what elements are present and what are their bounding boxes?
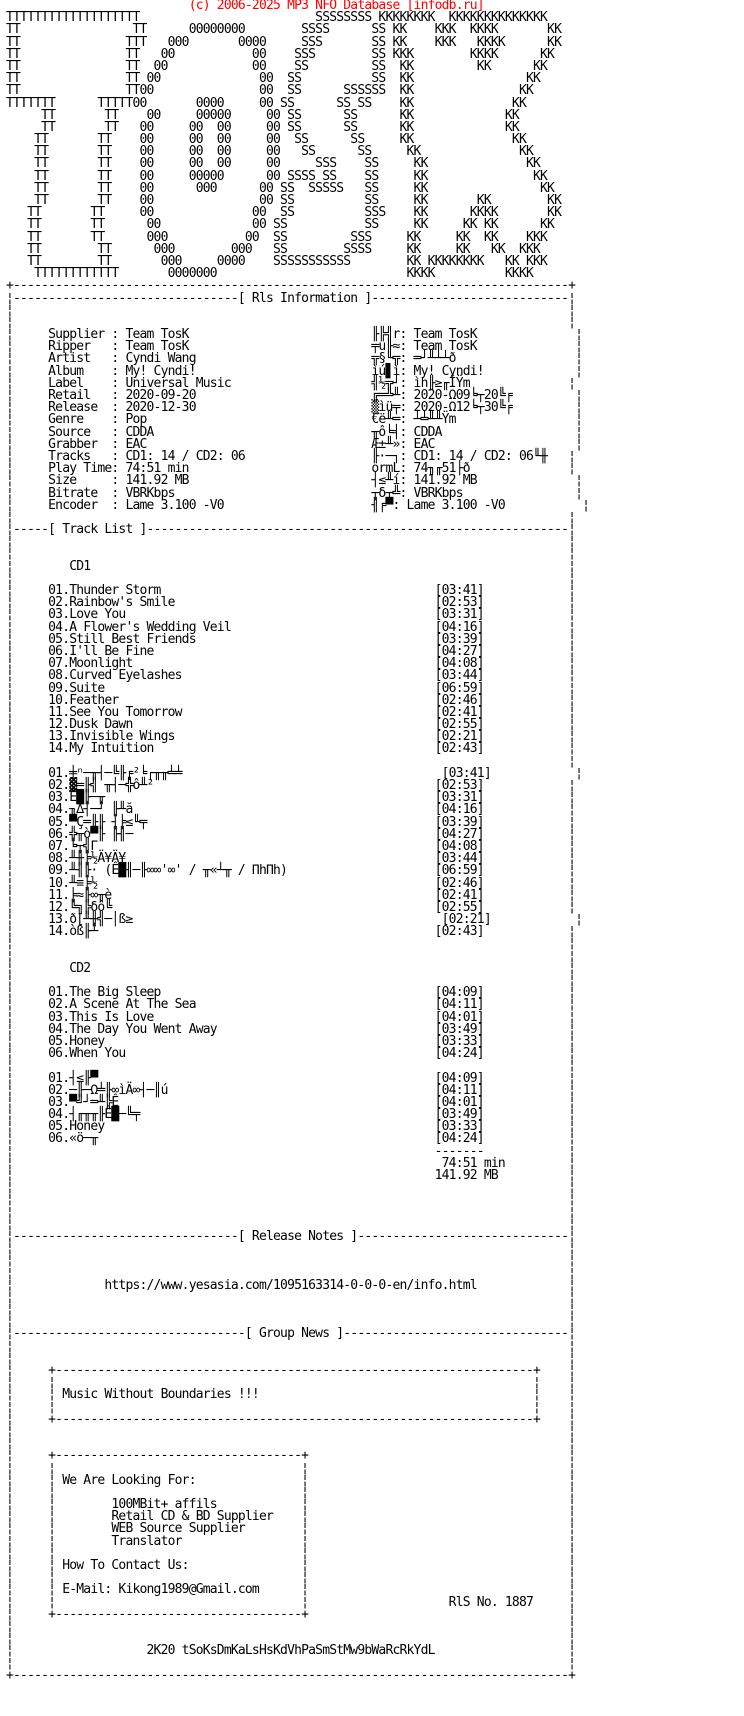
nfo-line: ¦ ¦ ¦ ¦	[6, 1375, 576, 1391]
nfo-line: ¦ 10.╨≡╞½ [02:46] ¦	[6, 875, 576, 891]
nfo-line: ¦ ¦	[6, 534, 576, 550]
nfo-line: TT TT 00 00 00 00 SS SS KK KK	[6, 144, 534, 160]
nfo-line: TT TT 00 00 SSS SS KKK KKKK KK	[6, 46, 555, 62]
nfo-line: TT TT 00 00 00 00 SSS SS KK KK	[6, 156, 541, 172]
nfo-line: ¦ ¦	[6, 1436, 576, 1452]
nfo-line: ¦ https://www.yesasia.com/1095163314-0-0-0-en/info.html ¦	[6, 1277, 576, 1293]
nfo-line: ¦ 2K20 tSoKsDmKaLsHsKdVhPaSmStMw9bWaRcRkYdL ¦	[6, 1643, 576, 1659]
nfo-line: TTTTTTTTTTTT 0000000 KKKK KKKK	[6, 266, 534, 282]
nfo-line: ¦ ------- ¦	[6, 1143, 576, 1159]
nfo-line: TT TT 00 00000 00 SSSS SS SS KK KK	[6, 168, 548, 184]
nfo-line: ¦ 03.Ê█╟─╥ [03:31] ¦	[6, 790, 576, 806]
nfo-line: ¦ 02.A Scene At The Sea [04:11] ¦	[6, 997, 576, 1013]
nfo-line: ¦ ¦	[6, 1655, 576, 1671]
nfo-line: ¦ ¦ ¦ ¦	[6, 1484, 576, 1500]
nfo-line: ¦ Supplier : Team TosK ╟╠╣r: Team TosK ¦	[6, 327, 583, 343]
nfo-line: ¦ 12.╚╗╠δô╚ [02:55] ¦	[6, 899, 576, 915]
nfo-line: ¦ ¦ How To Contact Us: ¦ ¦	[6, 1558, 576, 1573]
nfo-line: ¦ ¦	[6, 1350, 576, 1366]
nfo-line: ¦ 02.▓═╟╣ ╥┤─╬ô╨² [02:53] ¦	[6, 778, 576, 793]
nfo-line: ¦ 06.«ö─╥ [04:24] ¦	[6, 1131, 576, 1147]
nfo-line: ¦ ¦	[6, 1618, 576, 1634]
nfo-line: TT TT 00 00 00 00 SS SS KK KK	[6, 119, 519, 135]
nfo-line: ¦ ¦	[6, 1289, 576, 1305]
nfo-line: +-------------------------------------------------------------------------------+	[6, 278, 576, 294]
nfo-line: ¦ Ripper : Team TosK ╤u╟≈: Team TosK ¦	[6, 339, 583, 355]
nfo-line: ¦ 02.Rainbow's Smile [02:53] ¦	[6, 595, 576, 611]
nfo-line: ¦ ¦	[6, 753, 576, 769]
nfo-line: ¦ ¦	[6, 948, 576, 964]
nfo-line: ¦ ¦ ¦ ¦	[6, 1460, 576, 1476]
nfo-line: ¦ ¦	[6, 1058, 576, 1074]
nfo-line: ¦ 08.╨╫╞½Ä¥Ä¥ [03:44] ¦	[6, 851, 576, 867]
nfo-line: TT TT 00 00 SS SS KK KK	[6, 71, 541, 87]
nfo-line: ¦ 01.The Big Sleep [04:09] ¦	[6, 985, 576, 1001]
nfo-line: ¦ 01.╪ⁿ─╥┤─╚╟╒²╘┌╥╥╧╧ [03:41] ¦	[6, 765, 583, 781]
nfo-line: ¦ 10.Feather [02:46] ¦	[6, 692, 576, 708]
nfo-line: ¦ ¦	[6, 1302, 576, 1318]
nfo-line: ¦ ¦ ¦ RlS No. 1887 ¦	[6, 1594, 576, 1610]
nfo-line: ¦ 04.The Day You Went Away [03:49] ¦	[6, 1021, 576, 1037]
nfo-line: ¦ ¦	[6, 546, 576, 562]
nfo-line: ¦ +--------------------------------------------------------------------+ ¦	[6, 1363, 576, 1378]
nfo-line: ¦ 09.Suite [06:59] ¦	[6, 680, 576, 696]
nfo-line: ¦ 04.┤╓╥╥╟Ê█─╚╤ [03:49] ¦	[6, 1107, 576, 1123]
nfo-line: ¦ 06.I'll Be Fine [04:27] ¦	[6, 643, 576, 659]
nfo-line: TT TT 00 00000 00 SS SS KK KK	[6, 107, 519, 123]
nfo-line: ¦ ¦ Retail CD & BD Supplier ¦ ¦	[6, 1509, 576, 1525]
nfo-line: ¦ Encoder : Lame 3.100 -V0 ╢╒▀: Lame 3.100 -V0 ¦	[6, 497, 590, 513]
nfo-line: ¦ ¦	[6, 1204, 576, 1220]
nfo-line: TT TT 00 00 00 00 SS SS KK KK	[6, 132, 526, 148]
nfo-line: ¦ 04.A Flower's Wedding Veil [04:16] ¦	[6, 619, 576, 635]
nfo-line: TTTTTTT TTTTT00 0000 00 SS SS SS KK KK	[6, 95, 526, 111]
nfo-line: ¦ Grabber : EAC Æ±╨»: EAC ¦	[6, 436, 583, 452]
nfo-line: ¦ ¦ Music Without Boundaries !!! ¦ ¦	[6, 1387, 576, 1403]
nfo-line: ¦ Album : My! Cyndi! ìú▋ì: My! Cyndi! ¦	[6, 363, 583, 379]
nfo-line: ¦ 06.╬╥ò▀╟ ╟╢─ [04:27] ¦	[6, 826, 576, 842]
nfo-line: ¦ +-----------------------------------+ ¦	[6, 1448, 576, 1464]
nfo-line: ¦ Source : CDDA ╥ô╘╡: CDDA ¦	[6, 424, 583, 440]
nfo-line: TT TT 000 000 SS SSSS KK KK KK KKK	[6, 241, 541, 257]
nfo-line: ¦ ¦	[6, 1338, 576, 1354]
nfo-line: ¦ ¦	[6, 973, 576, 988]
nfo-line: TT TTT 000 0000 SSS SS KK KKK KKKK KK	[6, 34, 562, 50]
nfo-line: ¦ ¦ Translator ¦ ¦	[6, 1533, 576, 1549]
nfo-line: ¦ Genre : Pop €ë╨═: ┴╧╨╨Ÿm ¦	[6, 412, 583, 428]
nfo-line: +-------------------------------------------------------------------------------+	[6, 1667, 576, 1683]
nfo-line: ¦ 141.92 MB ¦	[6, 1168, 576, 1183]
nfo-line: TT TT 00000000 SSSS SS KK KKK KKKK KK	[6, 22, 562, 38]
nfo-line: ¦ 09.╨╢╟· (Ê█╢─╟∞∞'∞' / ╥«┴╥ / ΠhΠh) [06:59] ¦	[6, 863, 576, 879]
nfo-line: TT TT00 00 SS SSSSSS KK KK	[6, 83, 534, 99]
nfo-line: ¦ 07.Moonlight [04:08] ¦	[6, 656, 576, 672]
nfo-line: ¦ 07.╘┬╣Γ [04:08] ¦	[6, 838, 576, 854]
nfo-line: ¦ 03.Love You [03:31] ¦	[6, 607, 576, 623]
nfo-line: ¦ +-----------------------------------+ ¦	[6, 1606, 576, 1622]
nfo-line: ¦ CD2 ¦	[6, 960, 576, 976]
nfo-line: ¦ 06.When You [04:24] ¦	[6, 1046, 576, 1062]
nfo-line: TT TT 00 00 SS SS KK KK KK	[6, 193, 562, 208]
nfo-line: TT TT 00 00 SS SS KK KK KK KK	[6, 217, 555, 233]
nfo-line: ¦ ¦	[6, 1192, 576, 1208]
nfo-line: ¦ 11.╞≈╟∞╥è [02:41] ¦	[6, 887, 576, 903]
nfo-line: ¦ ¦ We Are Looking For: ¦ ¦	[6, 1472, 576, 1488]
nfo-line: ¦ CD1 ¦	[6, 558, 576, 574]
nfo-line: ¦ ¦ ¦ ¦	[6, 1399, 576, 1415]
nfo-line: ¦ ¦ ¦ ¦	[6, 1570, 576, 1586]
nfo-line: ¦ ¦	[6, 1253, 576, 1269]
nfo-line: ¦ ¦ E-Mail: Kikong1989@Gmail.com ¦ ¦	[6, 1582, 576, 1598]
nfo-line: ¦--------------------------------[ Release Notes ]------------------------------¦	[6, 1228, 576, 1244]
nfo-line: ¦ 05.▀Ç═╟╟ ┤╞≤╙╤ [03:39] ¦	[6, 814, 576, 830]
nfo-line: ¦ 04.╖∆┤─┘ ╟╨ă [04:16] ¦	[6, 802, 576, 818]
nfo-line: ¦--------------------------------[ Rls Information ]----------------------------¦	[6, 290, 576, 306]
nfo-line: ¦ ¦	[6, 302, 576, 318]
nfo-line: ¦ ¦ 100MBit+ affils ¦ ¦	[6, 1497, 576, 1513]
nfo-line: ¦-----[ Track List ]------------------------------------------------------------¦	[6, 522, 576, 538]
nfo-line: ¦ ¦	[6, 570, 576, 586]
nfo-line: ¦ 11.See You Tomorrow [02:41] ¦	[6, 704, 576, 720]
nfo-line: TTTTTTTTTTTTTTTTTTT SSSSSSSS KKKKKKKK KKKKKKKKKKKKKK	[6, 10, 548, 26]
nfo-line: ¦ Bitrate : VBRKbps ┬δ┬╩: VBRKbps ¦	[6, 485, 583, 501]
nfo-line: ¦ 08.Curved Eyelashes [03:44] ¦	[6, 668, 576, 684]
nfo-line: ¦ 14.òß╟┴ [02:43] ¦	[6, 924, 576, 940]
nfo-line: TT TT 00 00 SS SSS KK KKKK KK	[6, 205, 562, 221]
nfo-line: ¦ ¦	[6, 1216, 576, 1232]
nfo-line: ¦ ¦	[6, 1241, 576, 1257]
nfo-line: ¦ 02.─╟─Ω╧╟∞ìÄ∞┤─║ú [04:11] ¦	[6, 1082, 576, 1098]
nfo-line: ¦ Retail : 2020-09-20 ╔═╩╨: 2020-Ω09╘┬20╚╒ ¦	[6, 388, 583, 403]
copyright-header: (c) 2006-2025 MP3 NFO Database [infodb.ru]	[6, 0, 484, 13]
nfo-line: ¦ 05.Honey [03:33] ¦	[6, 1033, 576, 1049]
nfo-line: ¦ 74:51 min ¦	[6, 1155, 576, 1171]
nfo-line: ¦ 13.Invisible Wings [02:21] ¦	[6, 729, 576, 745]
nfo-line: ¦ Artist : Cyndi Wang ╦§╙╦: ═┘╨┴┴ð ¦	[6, 351, 583, 367]
nfo-line: ¦ Size : 141.92 MB ┤≤╨í: 141.92 MB ¦	[6, 473, 583, 489]
nfo-line: TT TT 00 000 00 SS SSSSS SS KK KK	[6, 180, 555, 196]
nfo-body	[6, 12, 589, 1682]
nfo-line: ¦ Tracks : CD1: 14 / CD2: 06 ╟·─┐: CD1: 14 / CD2: 06╙╫ ¦	[6, 448, 576, 464]
nfo-line: ¦ 13.ð[╨╫╣─│ß≥ [02:21] ¦	[6, 912, 583, 928]
nfo-line: ¦ 01.┤≤╟▀ [04:09] ¦	[6, 1070, 576, 1086]
nfo-line: ¦ +--------------------------------------------------------------------+ ¦	[6, 1411, 576, 1427]
nfo-line: TT TT 000 0000 SSSSSSSSSSS KK KKKKKKKK KK KKK	[6, 253, 548, 269]
nfo-line: ¦ Play Time: 74:51 min ormL: 74╖╓51├ð ¦	[6, 461, 576, 477]
nfo-line: ¦ 14.My Intuition [02:43] ¦	[6, 741, 576, 757]
nfo-line: ¦ Label : Universal Music ╣½╦┘: ìh╟≥╓ÎŸm ¦	[6, 375, 576, 391]
nfo-line: ¦ 03.▀╝┘═╨╠Ê [04:01] ¦	[6, 1094, 576, 1110]
nfo-line: ¦ ¦	[6, 1631, 576, 1647]
nfo-line: TT TT 000 00 SS SSS KK KK KK KKK	[6, 229, 548, 245]
nfo-line: ¦---------------------------------[ Group News ]--------------------------------¦	[6, 1326, 576, 1342]
nfo-line: ¦ ¦	[6, 314, 576, 330]
nfo-line: ¦ ¦ WEB Source Supplier ¦ ¦	[6, 1521, 576, 1537]
nfo-line: ¦ ¦	[6, 1314, 576, 1330]
nfo-line: ¦ Release : 2020-12-30 ▒ìü╤: 2020-Ω12╘┬30╚╒ ¦	[6, 400, 583, 416]
nfo-line: ¦ 05.Honey [03:33] ¦	[6, 1119, 576, 1135]
nfo-line: ¦ ¦	[6, 1265, 576, 1281]
nfo-line: ¦ 12.Dusk Dawn [02:55] ¦	[6, 717, 576, 733]
nfo-line: ¦ ¦	[6, 936, 576, 952]
nfo-line: ¦ ¦	[6, 1423, 576, 1439]
nfo-line: TT TT 00 00 SS SS KK KK KK	[6, 58, 548, 74]
nfo-line: ¦ 05.Still Best Friends [03:39] ¦	[6, 631, 576, 647]
nfo-line: ¦ ¦	[6, 509, 576, 525]
nfo-line: ¦ ¦	[6, 1180, 576, 1196]
nfo-document	[6, 0, 589, 1682]
nfo-line: ¦ 03.This Is Love [04:01] ¦	[6, 1009, 576, 1025]
nfo-line: ¦ ¦ ¦ ¦	[6, 1545, 576, 1561]
nfo-line: ¦ 01.Thunder Storm [03:41] ¦	[6, 583, 576, 598]
